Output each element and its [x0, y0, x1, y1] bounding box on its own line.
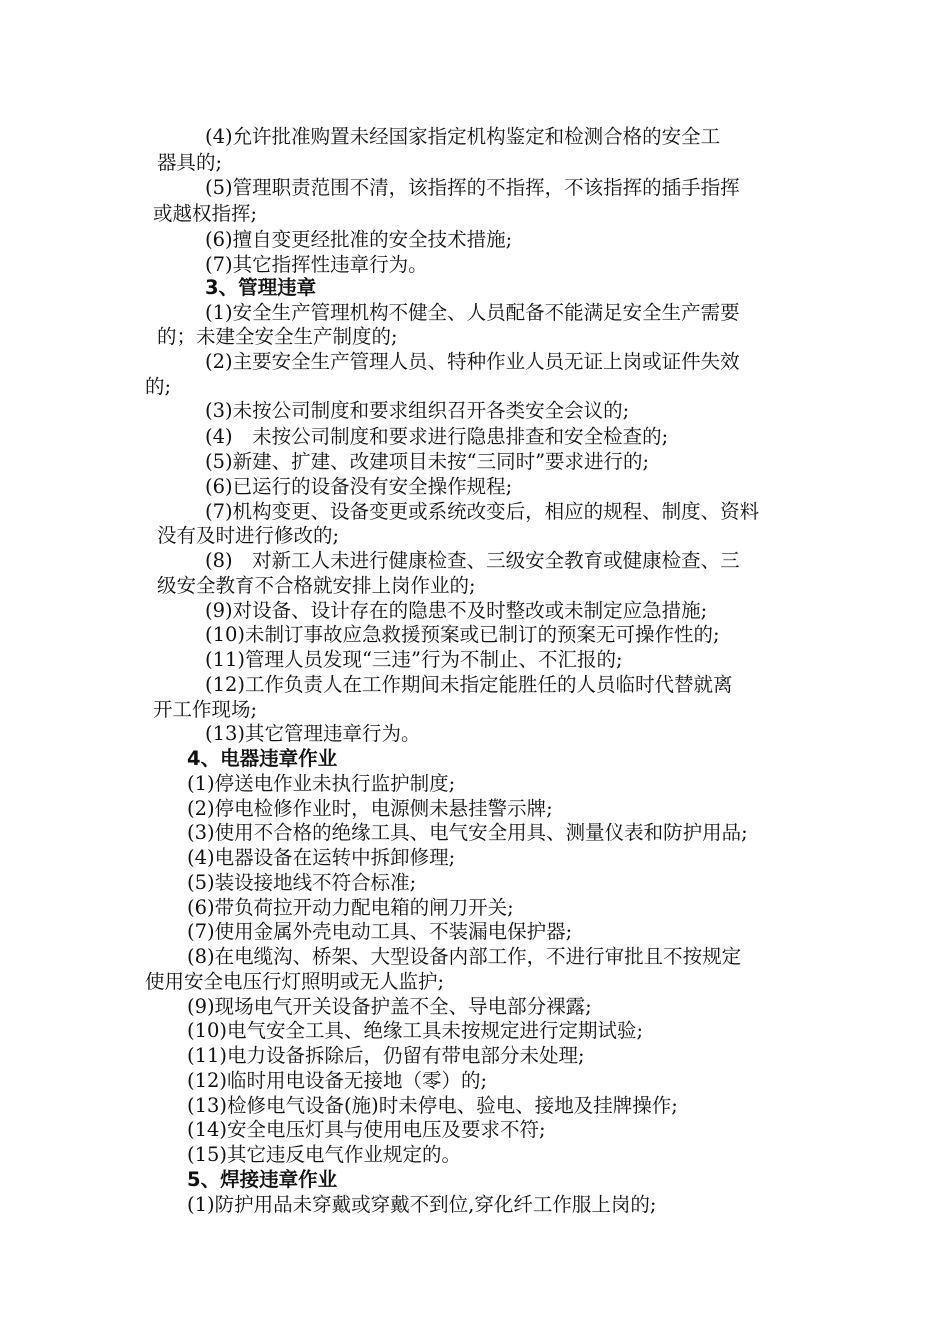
text-line: (10)未制订事故应急救援预案或已制订的预案无可操作性的;	[205, 623, 720, 646]
text-line: 使用安全电压行灯照明或无人监护;	[145, 970, 445, 993]
text-line: (5)新建、扩建、改建项目未按“三同时”要求进行的;	[205, 450, 650, 473]
text-line: (4) 未按公司制度和要求进行隐患排查和安全检查的;	[205, 425, 669, 448]
text-line: (4)电器设备在运转中拆卸修理;	[187, 846, 456, 869]
text-line: 级安全教育不合格就安排上岗作业的;	[157, 574, 476, 597]
text-line: (3)使用不合格的绝缘工具、电气安全用具、测量仪表和防护用品;	[187, 821, 748, 844]
text-line: (1)安全生产管理机构不健全、人员配备不能满足安全生产需要	[205, 301, 740, 324]
text-line: (5)装设接地线不符合标准;	[187, 871, 417, 894]
text-line: 的;	[145, 375, 172, 398]
text-line: 没有及时进行修改的;	[157, 524, 340, 547]
text-line: (1)停送电作业未执行监护制度;	[187, 772, 456, 795]
text-line: (6)已运行的设备没有安全操作规程;	[205, 475, 513, 498]
text-line: (7)其它指挥性违章行为。	[205, 253, 428, 276]
text-line: (9)对设备、设计存在的隐患不及时整改或未制定应急措施;	[205, 599, 708, 622]
text-line: 器具的;	[157, 151, 223, 174]
text-line: (2)主要安全生产管理人员、特种作业人员无证上岗或证件失效	[205, 350, 740, 373]
text-line: (8) 对新工人未进行健康检查、三级安全教育或健康检查、三	[205, 549, 740, 572]
text-line: (6)带负荷拉开动力配电箱的闸刀开关;	[187, 896, 514, 919]
text-line: (6)擅自变更经批准的安全技术措施;	[205, 228, 513, 251]
text-line: (11)管理人员发现“三违”行为不制止、不汇报的;	[205, 648, 623, 671]
text-line: (2)停电检修作业时，电源侧未悬挂警示牌;	[187, 797, 553, 820]
text-line: (9)现场电气开关设备护盖不全、导电部分裸露;	[187, 995, 592, 1018]
text-line: 的；未建全安全生产制度的;	[157, 325, 398, 348]
text-line: (11)电力设备拆除后，仍留有带电部分未处理;	[187, 1044, 585, 1067]
text-line: (13)检修电气设备(施)时未停电、验电、接地及挂牌操作;	[187, 1094, 678, 1117]
text-line: 或越权指挥;	[153, 202, 258, 225]
text-line: (12)临时用电设备无接地（零）的;	[187, 1069, 488, 1092]
text-line: (7)机构变更、设备变更或系统改变后，相应的规程、制度、资料	[205, 500, 760, 523]
text-line: (14)安全电压灯具与使用电压及要求不符;	[187, 1118, 546, 1141]
text-line: (15)其它违反电气作业规定的。	[187, 1143, 462, 1166]
text-line: (7)使用金属外壳电动工具、不装漏电保护器;	[187, 920, 573, 943]
text-line: (12)工作负责人在工作期间未指定能胜任的人员临时代替就离	[205, 673, 733, 696]
text-line: (13)其它管理违章行为。	[205, 722, 421, 745]
text-line: (1)防护用品未穿戴或穿戴不到位,穿化纤工作服上岗的;	[187, 1193, 657, 1216]
section-heading: 5、焊接违章作业	[187, 1168, 338, 1191]
text-line: (8)在电缆沟、桥架、大型设备内部工作，不进行审批且不按规定	[187, 945, 742, 968]
section-heading: 4、电器违章作业	[187, 747, 338, 770]
text-line: (5)管理职责范围不清，该指挥的不指挥，不该指挥的插手指挥	[205, 176, 740, 199]
text-line: 开工作现场;	[153, 698, 258, 721]
section-heading: 3、管理违章	[205, 276, 317, 299]
text-line: (3)未按公司制度和要求组织召开各类安全会议的;	[205, 399, 630, 422]
text-line: (10)电气安全工具、绝缘工具未按规定进行定期试验;	[187, 1019, 644, 1042]
text-line: (4)允许批准购置未经国家指定机构鉴定和检测合格的安全工	[205, 125, 721, 148]
